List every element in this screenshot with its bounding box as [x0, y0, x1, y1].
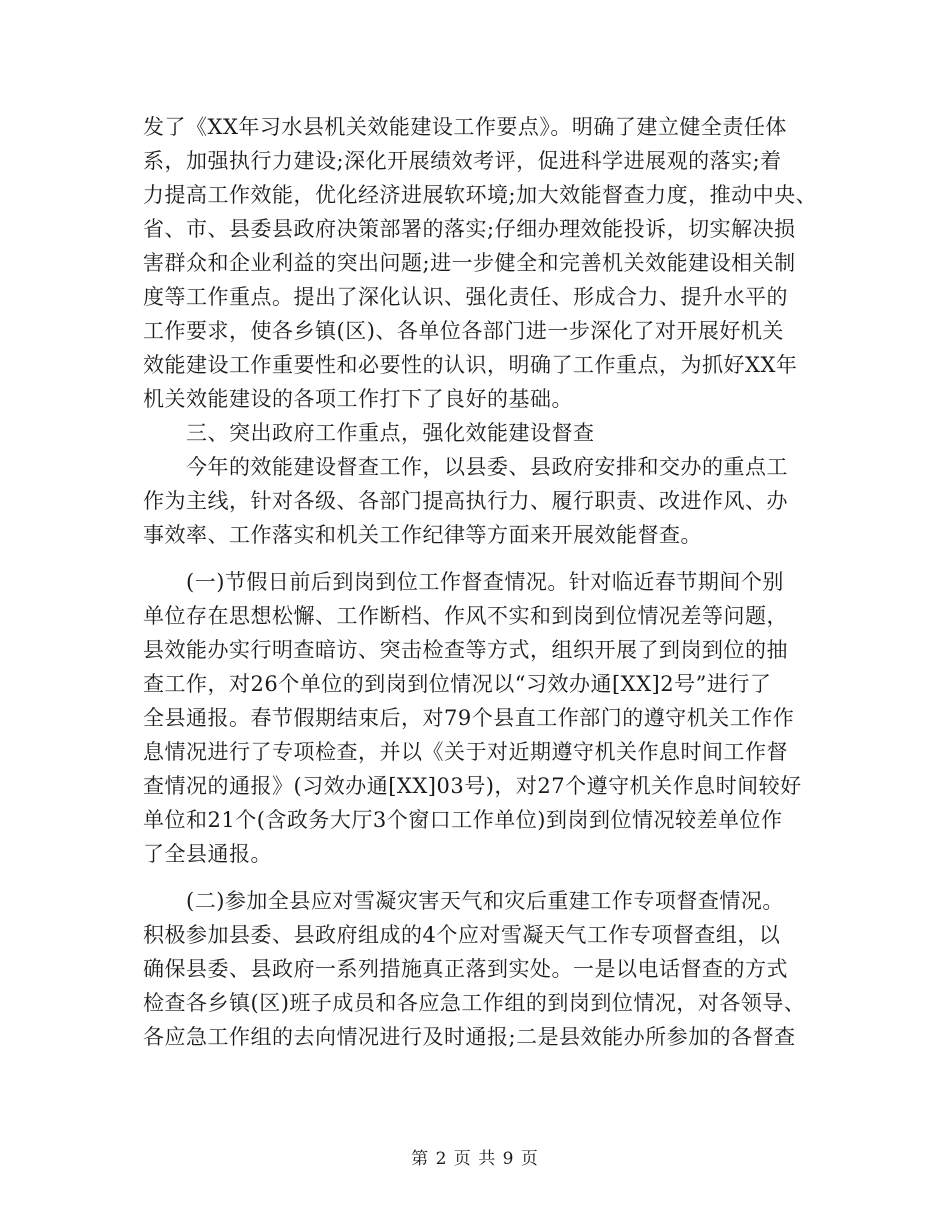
text-line: 了全县通报。	[143, 842, 272, 866]
text-line: 系，加强执行力建设;深化开展绩效考评，促进科学进展观的落实;着	[143, 149, 782, 173]
text-line: 县效能办实行明查暗访、突击检查等方式，组织开展了到岗到位的抽	[143, 638, 788, 662]
text-line: 各应急工作组的去向情况进行及时通报;二是县效能办所参加的各督查	[143, 1025, 796, 1049]
text-line: 省、市、县委县政府决策部署的落实;仔细办理效能投诉，切实解决损	[143, 217, 796, 241]
text-line: 今年的效能建设督查工作，以县委、县政府安排和交办的重点工	[186, 455, 788, 479]
text-line: 作为主线，针对各级、各部门提高执行力、履行职责、改进作风、办	[143, 489, 788, 513]
text-line: 事效率、工作落实和机关工作纪律等方面来开展效能督查。	[143, 523, 702, 547]
text-line: (一)节假日前后到岗到位工作督查情况。针对临近春节期间个别	[186, 570, 784, 594]
text-line: (二)参加全县应对雪凝灾害天气和灾后重建工作专项督查情况。	[186, 889, 784, 913]
text-line: 积极参加县委、县政府组成的4个应对雪凝天气工作专项督查组，以	[143, 923, 781, 947]
text-line: 确保县委、县政府一系列措施真正落到实处。一是以电话督查的方式	[143, 957, 788, 981]
text-line: 单位存在思想松懈、工作断档、作风不实和到岗到位情况差等问题，	[143, 604, 788, 628]
text-line: 效能建设工作重要性和必要性的认识，明确了工作重点，为抓好XX年	[143, 353, 798, 377]
text-line: 全县通报。春节假期结束后，对79个县直工作部门的遵守机关工作作	[143, 706, 795, 730]
text-line: 发了《XX年习水县机关效能建设工作要点》。明确了建立健全责任体	[143, 115, 787, 139]
text-line: 单位和21个(含政务大厅3个窗口工作单位)到岗到位情况较差单位作	[143, 808, 783, 832]
text-line: 查情况的通报》(习效办通[XX]03号)，对27个遵守机关作息时间较好	[143, 774, 802, 798]
text-line: 机关效能建设的各项工作打下了良好的基础。	[143, 387, 573, 411]
text-line: 度等工作重点。提出了深化认识、强化责任、形成合力、提升水平的	[143, 285, 788, 309]
text-line: 力提高工作效能，优化经济进展软环境;加大效能督查力度，推动中央、	[143, 183, 818, 207]
text-line: 息情况进行了专项检查，并以《关于对近期遵守机关作息时间工作督	[143, 740, 788, 764]
page-footer: 第 2 页 共 9 页	[411, 1149, 539, 1169]
text-line: 查工作，对26个单位的到岗到位情况以“习效办通[XX]2号”进行了	[143, 672, 772, 696]
text-line: 害群众和企业利益的突出问题;进一步健全和完善机关效能建设相关制	[143, 251, 796, 275]
text-line: 检查各乡镇(区)班子成员和各应急工作组的到岗到位情况，对各领导、	[143, 991, 806, 1015]
section-heading: 三、突出政府工作重点，强化效能建设督查	[186, 421, 595, 445]
text-line: 工作要求，使各乡镇(区)、各单位各部门进一步深化了对开展好机关	[143, 319, 784, 343]
